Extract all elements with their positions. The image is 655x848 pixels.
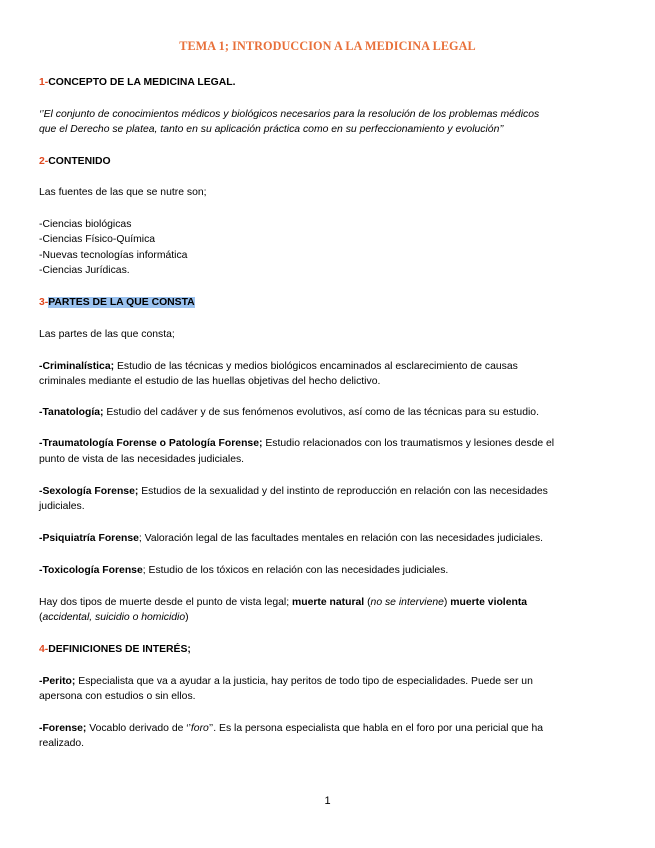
section-title: CONTENIDO <box>48 156 111 167</box>
term: -Perito; <box>39 676 76 687</box>
section-3-heading <box>39 296 195 310</box>
traumatologia-line2: punto de vista de las necesidades judiciales. <box>39 454 245 465</box>
contenido-intro: Las fuentes de las que se nutre son; <box>39 187 207 198</box>
term-text: Estudio relacionados con los traumatismos y lesiones desde el <box>262 438 555 449</box>
toxicologia-paragraph <box>39 564 448 578</box>
criminalistica-line2: criminales mediante el estudio de las huellas objetivas del hecho delictivo. <box>39 376 381 387</box>
muerte-violenta: muerte violenta <box>450 597 528 608</box>
term-text: Estudio de las técnicas y medios biológicos encaminados al esclarecimiento de causas <box>114 361 518 372</box>
section-1-heading <box>39 76 235 90</box>
perito-line2: apersona con estudios o sin ellos. <box>39 691 196 702</box>
section-4-heading <box>39 643 191 657</box>
definition-quote-line: que el Derecho se platea, tanto en su aplicación práctica como en su perfeccionamiento y evolución’’ <box>39 124 504 135</box>
perito-paragraph <box>39 675 533 689</box>
definition-quote-line: ‘’El conjunto de conocimientos médicos y biológicos necesarios para la resolución de los problemas médicos <box>39 109 540 120</box>
list-item: -Ciencias Físico-Química <box>39 234 156 245</box>
forense-paragraph: -Forense; Vocablo derivado de ‘’foro’’. Es la persona especialista que habla en el foro por una pericial que ha <box>39 723 544 734</box>
partes-intro: Las partes de las que consta; <box>39 329 175 340</box>
section-number: 2- <box>39 156 49 167</box>
term: -Traumatología Forense o Patología Forense; <box>39 438 263 449</box>
term: -Psiquiatría Forense <box>39 533 139 544</box>
tanatologia-paragraph <box>39 406 539 420</box>
list-item: -Ciencias biológicas <box>39 219 132 230</box>
document-title: TEMA 1; INTRODUCCION A LA MEDICINA LEGAL <box>179 39 476 53</box>
criminalistica-paragraph <box>39 360 518 374</box>
term-text: Especialista que va a ayudar a la justicia, hay peritos de todo tipo de especialidades. Puede ser un <box>75 676 533 687</box>
section-title: DEFINICIONES DE INTERÉS; <box>48 644 191 655</box>
traumatologia-paragraph <box>39 437 554 451</box>
section-number: 4- <box>39 644 49 655</box>
section-number: 3- <box>39 297 49 308</box>
highlighted-section-title: PARTES DE LA QUE CONSTA <box>48 297 195 308</box>
term-text: Estudio del cadáver y de sus fenómenos evolutivos, así como de las técnicas para su estudio. <box>103 407 539 418</box>
list-item: -Nuevas tecnologías informática <box>39 250 188 261</box>
muerte-line2: (accidental, suicidio o homicidio) <box>39 612 189 623</box>
psiquiatria-paragraph <box>39 532 543 546</box>
muerte-paragraph: Hay dos tipos de muerte desde el punto de vista legal; muerte natural (no se interviene) muerte violenta <box>39 597 528 608</box>
term: -Tanatología; <box>39 407 104 418</box>
term: -Forense; <box>39 723 87 734</box>
forense-line2: realizado. <box>39 738 85 749</box>
sexologia-paragraph <box>39 485 548 499</box>
term: -Sexología Forense; <box>39 486 139 497</box>
sexologia-line2: judiciales. <box>39 501 85 512</box>
list-item: -Ciencias Jurídicas. <box>39 265 130 276</box>
term: -Criminalística; <box>39 361 115 372</box>
term-text: Estudios de la sexualidad y del instinto de reproducción en relación con las necesidades <box>138 486 548 497</box>
term: -Toxicología Forense <box>39 565 143 576</box>
term-text: ; Estudio de los tóxicos en relación con las necesidades judiciales. <box>142 565 449 576</box>
muerte-natural: muerte natural <box>292 597 365 608</box>
section-number: 1- <box>39 77 49 88</box>
section-2-heading <box>39 155 111 169</box>
section-title: CONCEPTO DE LA MEDICINA LEGAL. <box>48 77 236 88</box>
term-text: ; Valoración legal de las facultades mentales en relación con las necesidades judiciales. <box>138 533 544 544</box>
page-number: 1 <box>324 795 331 807</box>
